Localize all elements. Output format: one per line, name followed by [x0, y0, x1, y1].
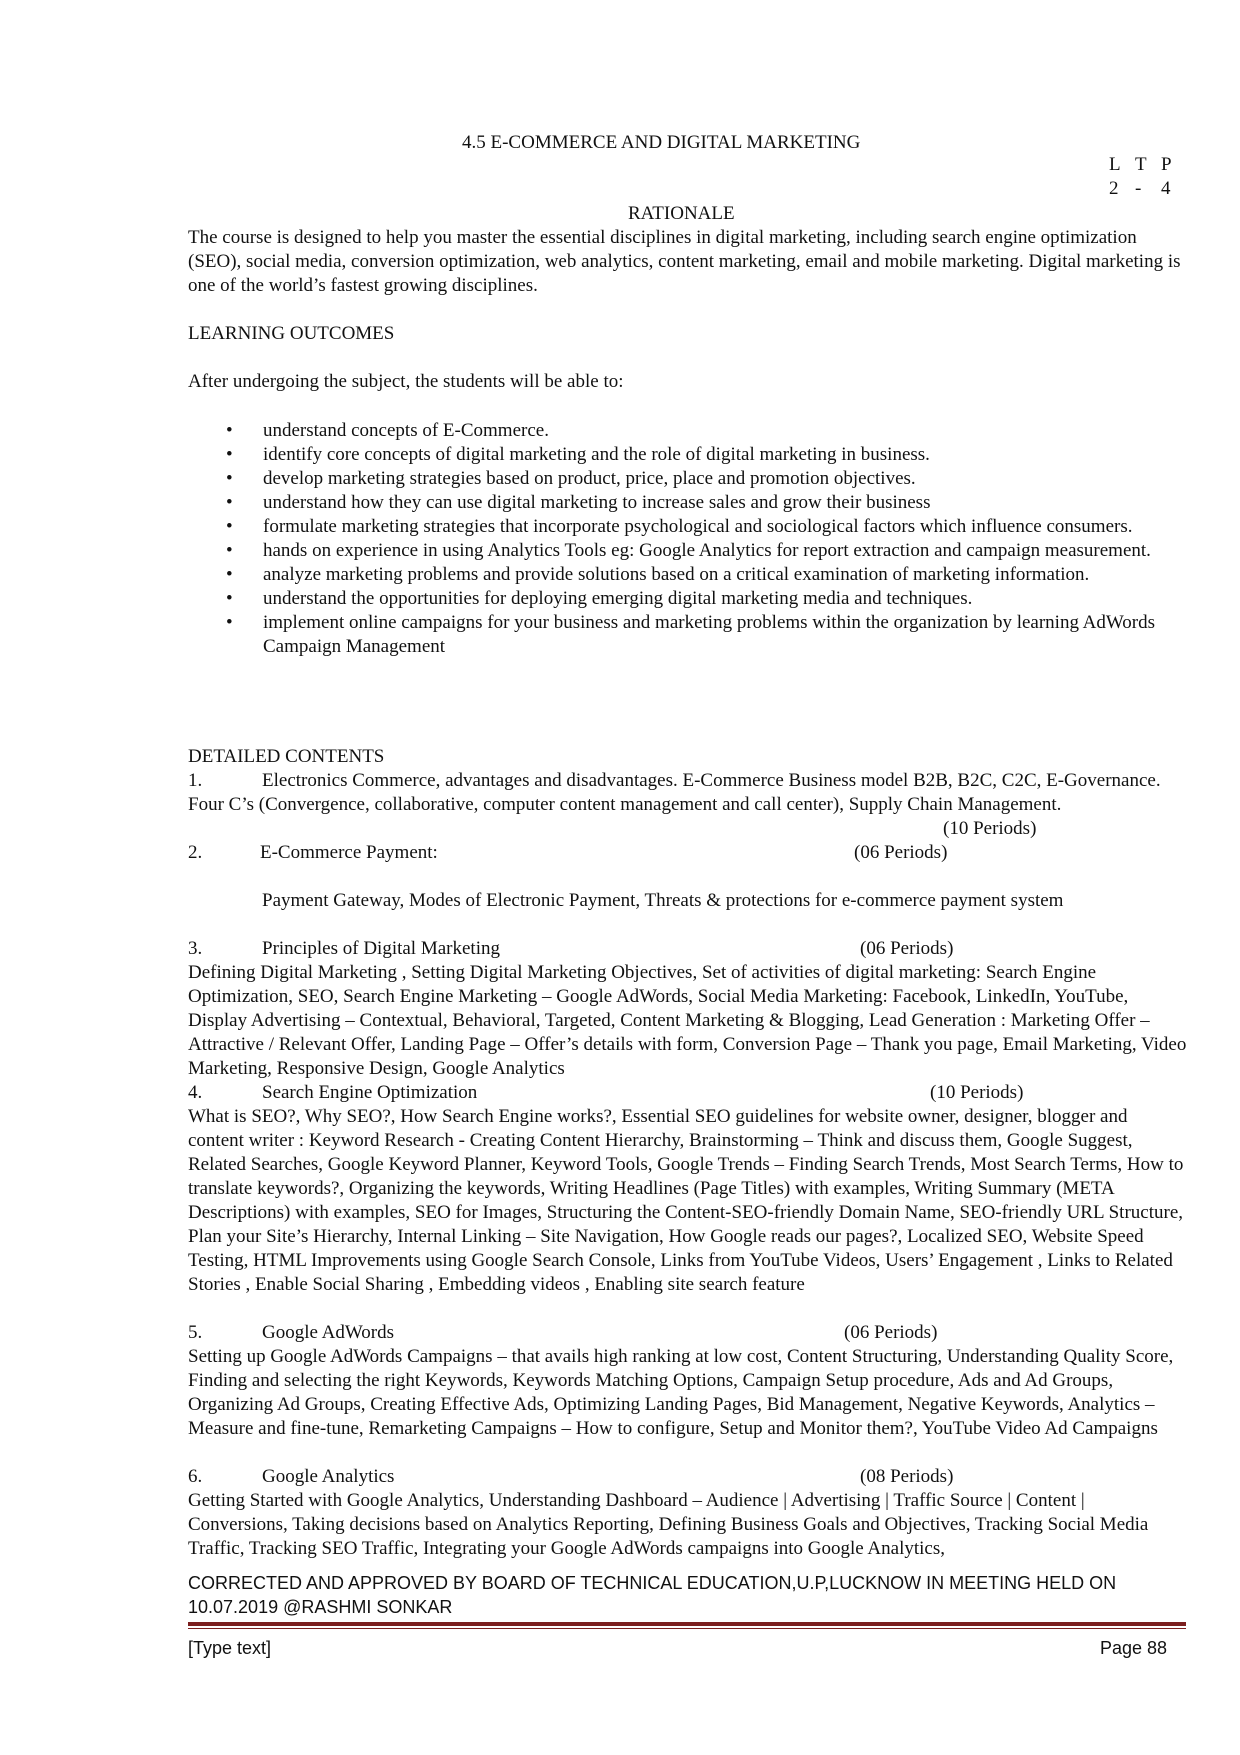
section-number: 3. — [188, 938, 203, 959]
section-number: 4. — [188, 1082, 203, 1103]
list-item: • understand concepts of E-Commerce. — [188, 419, 1178, 443]
list-item: • develop marketing strategies based on product, price, place and promotion objectives. — [188, 467, 1178, 491]
ltp-value-t: - — [1135, 178, 1142, 199]
section-2-text: Payment Gateway, Modes of Electronic Payment, Threats & protections for e-commerce payment system — [262, 890, 1064, 911]
ltp-table — [1109, 153, 1189, 201]
learning-outcomes-heading: LEARNING OUTCOMES — [188, 323, 395, 344]
section-periods: (08 Periods) — [860, 1466, 954, 1487]
section-text: Electronics Commerce, advantages and disadvantages. E-Commerce Business model B2B, B2C, C2C, E-Governance. Four C’s (Convergence, collaborative, computer content management and call center), Supply Chain Management. — [188, 770, 1161, 815]
section-title: Principles of Digital Marketing — [262, 938, 500, 959]
course-title: 4.5 E-COMMERCE AND DIGITAL MARKETING — [462, 132, 861, 153]
section-title: Google AdWords — [262, 1322, 394, 1343]
list-item: • hands on experience in using Analytics Tools eg: Google Analytics for report extraction and campaign measurement. — [188, 539, 1178, 563]
learning-outcomes-intro: After undergoing the subject, the students will be able to: — [188, 371, 624, 392]
content-section-6-header — [188, 1465, 1188, 1489]
section-title: Search Engine Optimization — [262, 1082, 478, 1103]
ltp-value-p: 4 — [1161, 178, 1171, 199]
section-title: Google Analytics — [262, 1466, 395, 1487]
content-section-5-header — [188, 1321, 1188, 1345]
section-number: 1. — [188, 770, 203, 791]
section-periods: (06 Periods) — [844, 1322, 938, 1343]
learning-outcomes-list — [188, 419, 1178, 659]
list-item: • formulate marketing strategies that incorporate psychological and sociological factors which influence consumers. — [188, 515, 1178, 539]
rationale-heading: RATIONALE — [628, 203, 735, 224]
footer-left-text: [Type text] — [188, 1638, 272, 1658]
content-section-2-header — [188, 841, 1188, 865]
section-periods: (06 Periods) — [854, 842, 948, 863]
ltp-label-t: T — [1135, 154, 1147, 175]
section-periods: (10 Periods) — [930, 1082, 1024, 1103]
section-title: E-Commerce Payment: — [260, 842, 438, 863]
section-periods: (06 Periods) — [860, 938, 954, 959]
ltp-values-row — [1109, 177, 1189, 201]
approval-note: CORRECTED AND APPROVED BY BOARD OF TECHNICAL EDUCATION,U.P,LUCKNOW IN MEETING HELD ON 10.07.2019 @RASHMI SONKAR — [188, 1573, 1117, 1617]
detailed-contents-heading: DETAILED CONTENTS — [188, 746, 385, 767]
section-number: 5. — [188, 1322, 203, 1343]
ltp-value-l: 2 — [1109, 178, 1119, 199]
section-number: 6. — [188, 1466, 203, 1487]
section-periods: (10 Periods) — [943, 818, 1037, 839]
list-item: • understand how they can use digital marketing to increase sales and grow their business — [188, 491, 1178, 515]
list-item: • understand the opportunities for deploying emerging digital marketing media and techniques. — [188, 587, 1178, 611]
page-number: Page 88 — [1100, 1638, 1168, 1658]
rationale-text: The course is designed to help you master the essential disciplines in digital marketing, including search engine optimization (SEO), social media, conversion optimization, web analytics, content marketing, email and mobile marketing. Digital marketing is one of the world’s fastest growing disciplines. — [188, 227, 1181, 296]
ltp-label-p: P — [1161, 154, 1172, 175]
content-section-4-header — [188, 1081, 1188, 1105]
section-6-text: Getting Started with Google Analytics, Understanding Dashboard – Audience | Advertising | Traffic Source | Content | Conversions, Taking decisions based on Analytics Reporting, Defining Business Goals and Objectives, Tracking Social Media Traffic, Tracking SEO Traffic, Integrating your Google AdWords campaigns into Google Analytics, — [188, 1490, 1149, 1559]
list-item: • analyze marketing problems and provide solutions based on a critical examination of marketing information. — [188, 563, 1178, 587]
content-section-3-header — [188, 937, 1188, 961]
ltp-labels-row — [1109, 153, 1189, 177]
list-item: • identify core concepts of digital marketing and the role of digital marketing in business. — [188, 443, 1178, 467]
section-3-text: Defining Digital Marketing , Setting Digital Marketing Objectives, Set of activities of digital marketing: Search Engine Optimization, SEO, Search Engine Marketing – Google AdWords, Social Media Marketing: Facebook, LinkedIn, YouTube, Display Advertising – Contextual, Behavioral, Targeted, Content Marketing & Blogging, Lead Generation : Marketing Offer – Attractive / Relevant Offer, Landing Page – Offer’s details with form, Conversion Page – Thank you page, Email Marketing, Video Marketing, Responsive Design, Google Analytics — [188, 962, 1187, 1079]
footer-divider-thick — [188, 1622, 1186, 1626]
content-section-1 — [188, 769, 1188, 841]
footer-divider-thin — [188, 1628, 1186, 1629]
section-number: 2. — [188, 842, 203, 863]
list-item: • implement online campaigns for your business and marketing problems within the organization by learning AdWords Campaign Management — [188, 611, 1178, 659]
section-5-text: Setting up Google AdWords Campaigns – that avails high ranking at low cost, Content Structuring, Understanding Quality Score, Finding and selecting the right Keywords, Keywords Matching Options, Campaign Setup procedure, Ads and Ad Groups, Organizing Ad Groups, Creating Effective Ads, Optimizing Landing Pages, Bid Management, Negative Keywords, Analytics – Measure and fine-tune, Remarketing Campaigns – How to configure, Setup and Monitor them?, YouTube Video Ad Campaigns — [188, 1346, 1174, 1439]
section-4-text: What is SEO?, Why SEO?, How Search Engine works?, Essential SEO guidelines for website owner, designer, blogger and content writer : Keyword Research - Creating Content Hierarchy, Brainstorming – Think and discuss them, Google Suggest, Related Searches, Google Keyword Planner, Keyword Tools, Google Trends – Finding Search Trends, Most Search Terms, How to translate keywords?, Organizing the keywords, Writing Headlines (Page Titles) with examples, Writing Summary (META Descriptions) with examples, SEO for Images, Structuring the Content-SEO-friendly Domain Name, SEO-friendly URL Structure, Plan your Site’s Hierarchy, Internal Linking – Site Navigation, How Google reads our pages?, Localized SEO, Website Speed Testing, HTML Improvements using Google Search Console, Links from YouTube Videos, Users’ Engagement , Links to Related Stories , Enable Social Sharing , Embedding videos , Enabling site search feature — [188, 1106, 1184, 1295]
ltp-label-l: L — [1109, 154, 1121, 175]
